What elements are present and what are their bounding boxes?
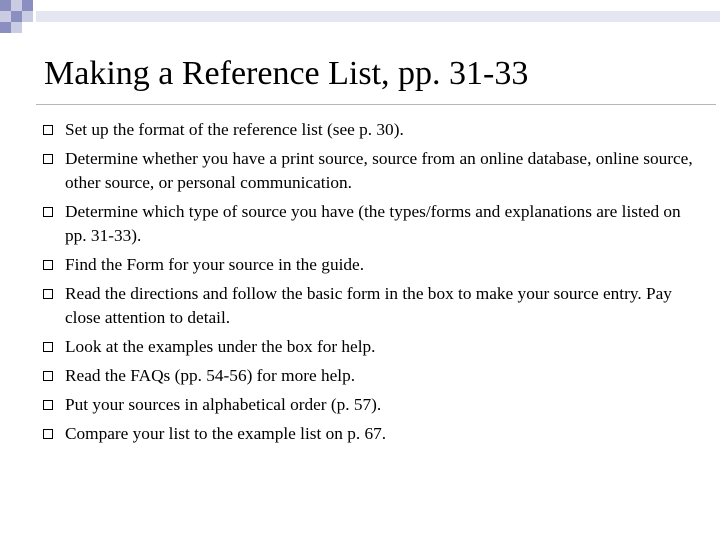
decorative-header-band xyxy=(36,11,720,22)
hollow-square-icon xyxy=(43,260,53,270)
list-item xyxy=(43,393,703,417)
hollow-square-icon xyxy=(43,154,53,164)
list-item-text: Set up the format of the reference list (see p. 30). xyxy=(65,120,404,139)
list-item xyxy=(43,282,703,330)
checker-square xyxy=(0,22,11,33)
hollow-square-icon xyxy=(43,289,53,299)
list-item-text: Compare your list to the example list on p. 67. xyxy=(65,424,387,443)
hollow-square-icon xyxy=(43,400,53,410)
list-item xyxy=(43,118,703,142)
bullet-list xyxy=(43,118,703,451)
list-item xyxy=(43,253,703,277)
checker-square xyxy=(11,11,22,22)
list-item-text: Determine which type of source you have (the types/forms and explanations are listed on pp. 31-33). xyxy=(65,202,681,245)
list-item-text: Put your sources in alphabetical order (p. 57). xyxy=(65,395,382,414)
checker-square xyxy=(22,0,33,11)
list-item xyxy=(43,422,703,446)
list-item-text: Read the directions and follow the basic form in the box to make your source entry. Pay close attention to detail. xyxy=(65,284,672,327)
hollow-square-icon xyxy=(43,371,53,381)
list-item-text: Find the Form for your source in the guide. xyxy=(65,255,365,274)
list-item-text: Read the FAQs (pp. 54-56) for more help. xyxy=(65,366,356,385)
list-item xyxy=(43,147,703,195)
list-item xyxy=(43,364,703,388)
checker-square xyxy=(22,11,33,22)
title-divider xyxy=(36,104,716,105)
checker-square xyxy=(11,22,22,33)
hollow-square-icon xyxy=(43,429,53,439)
checker-square xyxy=(0,0,11,11)
hollow-square-icon xyxy=(43,207,53,217)
checker-square xyxy=(11,0,22,11)
list-item-text: Look at the examples under the box for help. xyxy=(65,337,376,356)
list-item xyxy=(43,200,703,248)
list-item xyxy=(43,335,703,359)
hollow-square-icon xyxy=(43,125,53,135)
list-item-text: Determine whether you have a print source, source from an online database, online source, other source, or personal communication. xyxy=(65,149,693,192)
hollow-square-icon xyxy=(43,342,53,352)
checker-square xyxy=(0,11,11,22)
slide-title: Making a Reference List, pp. 31-33 xyxy=(44,55,529,92)
